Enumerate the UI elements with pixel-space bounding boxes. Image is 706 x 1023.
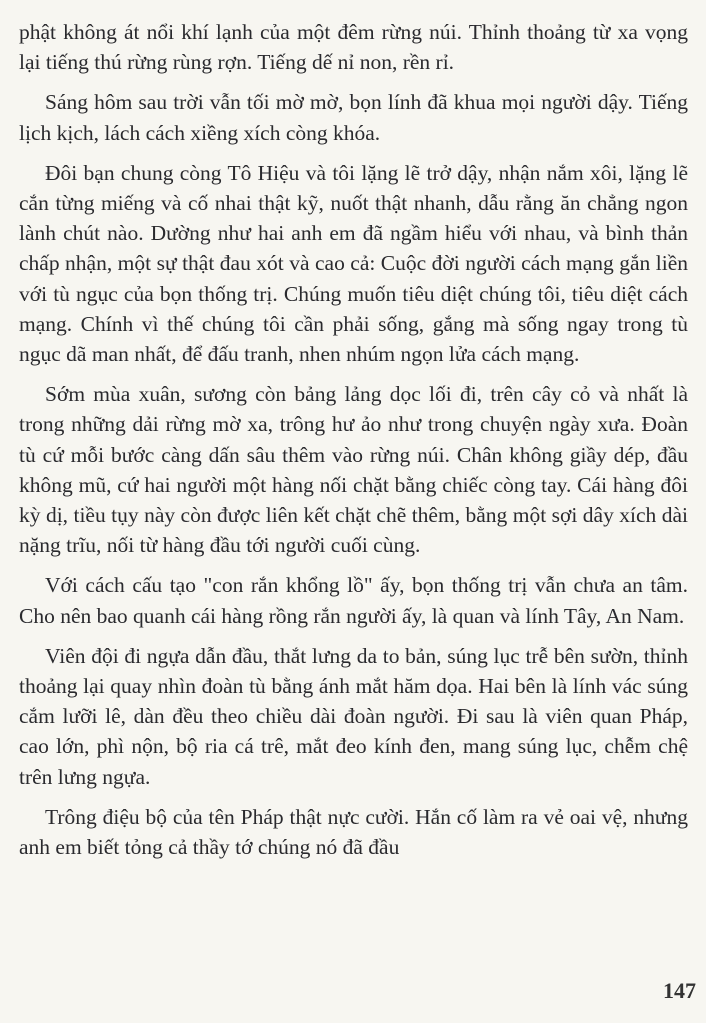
paragraph-continuation: phật không át nổi khí lạnh của một đêm rừng núi. Thỉnh thoảng từ xa vọng lại tiếng thú rừng rùng rợn. Tiếng dế nỉ non, rền rỉ. (19, 20, 688, 75)
paragraph: Trông điệu bộ của tên Pháp thật nực cười. Hắn cố làm ra vẻ oai vệ, nhưng anh em biết tỏng cả thầy tớ chúng nó đã đầu (19, 804, 688, 860)
paragraph: Sớm mùa xuân, sương còn bảng lảng dọc lối đi, trên cây cỏ và nhất là trong những dải rừng mờ xa, trông hư ảo như trong chuyện ngày xưa. Đoàn tù cứ mỗi bước càng dấn sâu thêm vào rừng núi. Chân không giầy dép, đầu không mũ, cứ hai người một hàng nối chặt bằng chiếc còng tay. Cái hàng đôi kỳ dị, tiều tụy này còn được liên kết chặt chẽ thêm, bằng một sợi dây xích dài nặng trĩu, nối từ hàng đầu tới người cuối cùng. (19, 382, 688, 558)
page-number: 147 (663, 978, 696, 1003)
paragraph: Với cách cấu tạo "con rắn khổng lồ" ấy, bọn thống trị vẫn chưa an tâm. Cho nên bao quanh cái hàng rồng rắn người ấy, là quan và lính Tây, An Nam. (19, 573, 688, 628)
paragraph: Viên đội đi ngựa dẫn đầu, thắt lưng da to bản, súng lục trễ bên sườn, thỉnh thoảng lại quay nhìn đoàn tù bằng ánh mắt hăm dọa. Hai bên là lính vác súng cắm lưỡi lê, dàn đều theo chiều dài đoàn người. Đi sau là viên quan Pháp, cao lớn, phì nộn, bộ ria cá trê, mắt đeo kính đen, mang súng lục, chễm chệ trên lưng ngựa. (19, 643, 688, 789)
paragraph: Đôi bạn chung còng Tô Hiệu và tôi lặng lẽ trở dậy, nhận nắm xôi, lặng lẽ cắn từng miếng và cố nhai thật kỹ, nuốt thật nhanh, dẫu rằng ăn chẳng ngon lành chút nào. Dường như hai anh em đã ngầm hiểu với nhau, và bình thản chấp nhận, một sự thật đau xót và cao cả: Cuộc đời người cách mạng gắn liền với tù ngục của bọn thống trị. Chúng muốn tiêu diệt chúng tôi, tiêu diệt cách mạng. Chính vì thế chúng tôi cần phải sống, gắng mà sống ngay trong tù ngục dã man nhất, để đấu tranh, nhen nhúm ngọn lửa cách mạng. (19, 160, 688, 367)
paragraph: Sáng hôm sau trời vẫn tối mờ mờ, bọn lính đã khua mọi người dậy. Tiếng lịch kịch, lách cách xiềng xích còng khóa. (19, 90, 688, 145)
